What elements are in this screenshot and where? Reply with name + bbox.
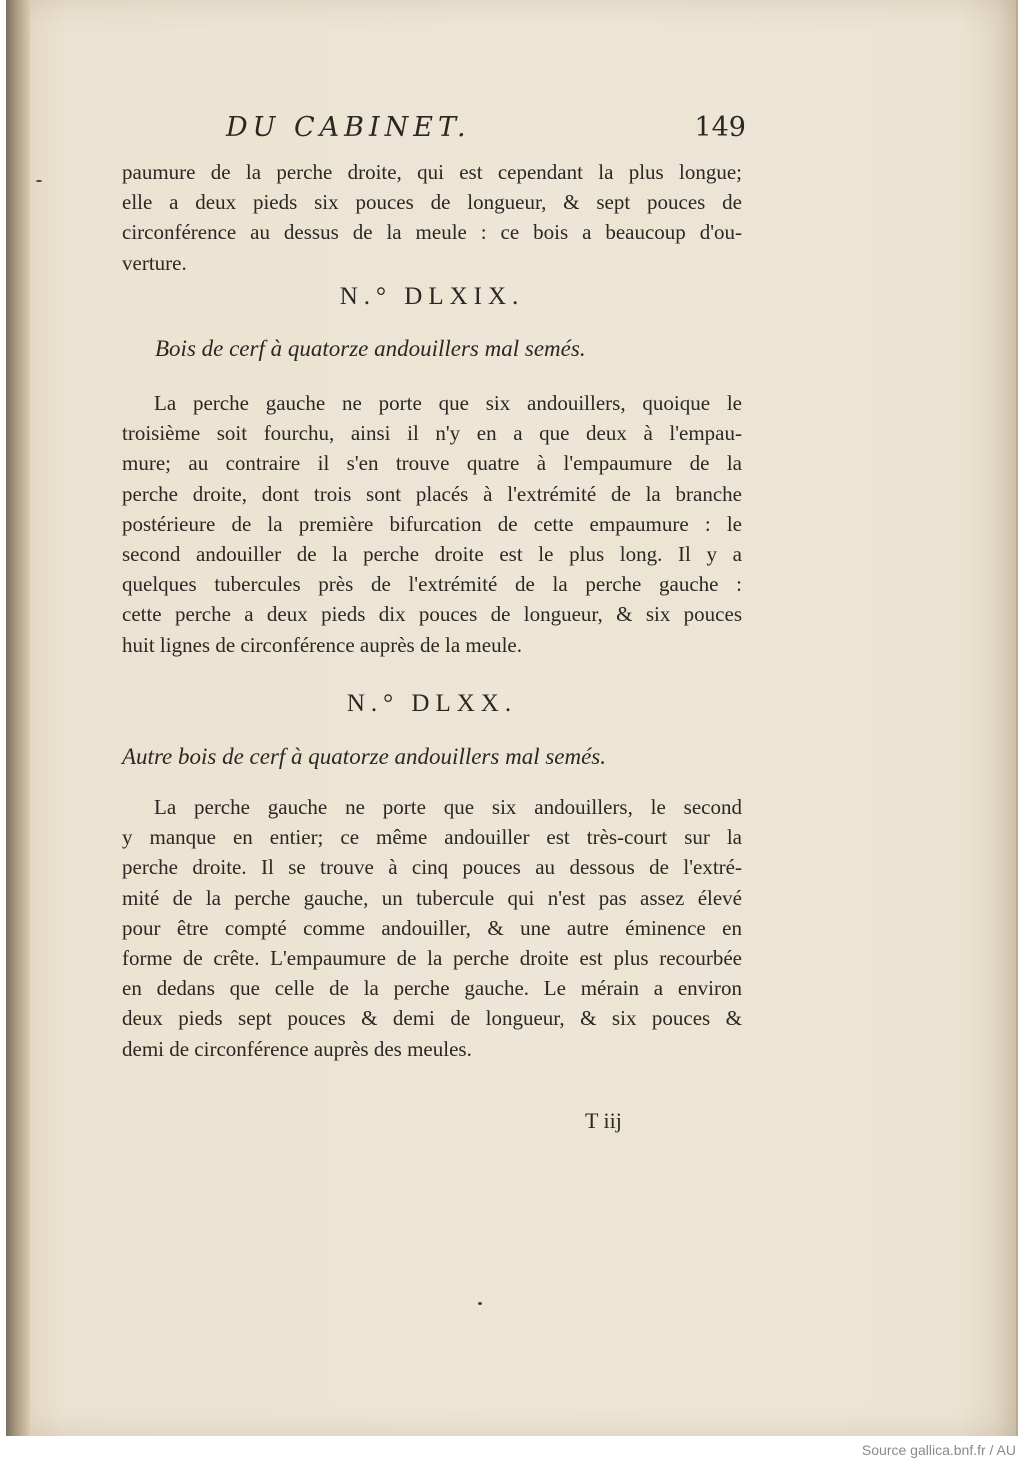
- text-line: quelques tubercules près de l'extrémité de la perche gauche :: [122, 572, 742, 597]
- text-line: pour être compté comme andouiller, & une autre éminence en: [122, 915, 742, 940]
- text-line: perche droite, dont trois sont placés à l'extrémité de la branche: [122, 481, 742, 506]
- text-line: elle a deux pieds six pouces de longueur, & sept pouces de: [122, 190, 742, 215]
- text-line: La perche gauche ne porte que six andouillers, quoique le: [154, 391, 742, 415]
- signature-mark: T iij: [585, 1108, 622, 1133]
- text-line: perche droite. Il se trouve à cinq pouces au dessous de l'extré-: [122, 855, 742, 880]
- page-number: 149: [694, 112, 746, 143]
- page-gutter: [6, 0, 30, 1436]
- text-line: postérieure de la première bifurcation de cette empaumure : le: [122, 511, 742, 536]
- continuation-paragraph: [122, 157, 742, 278]
- text-line: mité de la perche gauche, un tubercule qui n'est pas assez élevé: [122, 885, 742, 910]
- section-paragraph: [122, 388, 742, 660]
- text-line: cette perche a deux pieds dix pouces de longueur, & six pouces: [122, 602, 742, 627]
- text-line: huit lignes de circonférence auprès de la meule.: [122, 632, 522, 657]
- text-line: paumure de la perche droite, qui est cependant la plus longue;: [122, 160, 742, 184]
- ink-speck: [478, 1302, 482, 1305]
- source-credit: Source gallica.bnf.fr / AU: [861, 1442, 1016, 1458]
- page-header: [226, 112, 746, 152]
- text-line: La perche gauche ne porte que six andouillers, le second: [154, 795, 742, 819]
- text-line: second andouiller de la perche droite est le plus long. Il y a: [122, 542, 742, 567]
- section-number: N.° DLXIX.: [339, 283, 525, 310]
- running-title: DU CABINET.: [226, 112, 471, 143]
- text-line: demi de circonférence auprès des meules.: [122, 1036, 472, 1061]
- text-line: mure; au contraire il s'en trouve quatre à l'empaumure de la: [122, 451, 742, 476]
- section-paragraph: [122, 792, 742, 1064]
- text-line: y manque en entier; ce même andouiller est très-court sur la: [122, 825, 742, 850]
- text-line: verture.: [122, 250, 187, 275]
- text-line: forme de crête. L'empaumure de la perche droite est plus recourbée: [122, 946, 742, 971]
- ink-speck: [36, 180, 42, 182]
- text-line: circonférence au dessus de la meule : ce bois a beaucoup d'ou-: [122, 220, 742, 245]
- section-title: Autre bois de cerf à quatorze andouillers mal semés.: [122, 744, 607, 769]
- text-line: en dedans que celle de la perche gauche. Le mérain a environ: [122, 976, 742, 1001]
- section-title: Bois de cerf à quatorze andouillers mal semés.: [155, 336, 586, 361]
- section-number: N.° DLXX.: [346, 690, 518, 717]
- text-line: deux pieds sept pouces & demi de longueur, & six pouces &: [122, 1006, 742, 1031]
- text-line: troisième soit fourchu, ainsi il n'y en a que deux à l'empau-: [122, 421, 742, 446]
